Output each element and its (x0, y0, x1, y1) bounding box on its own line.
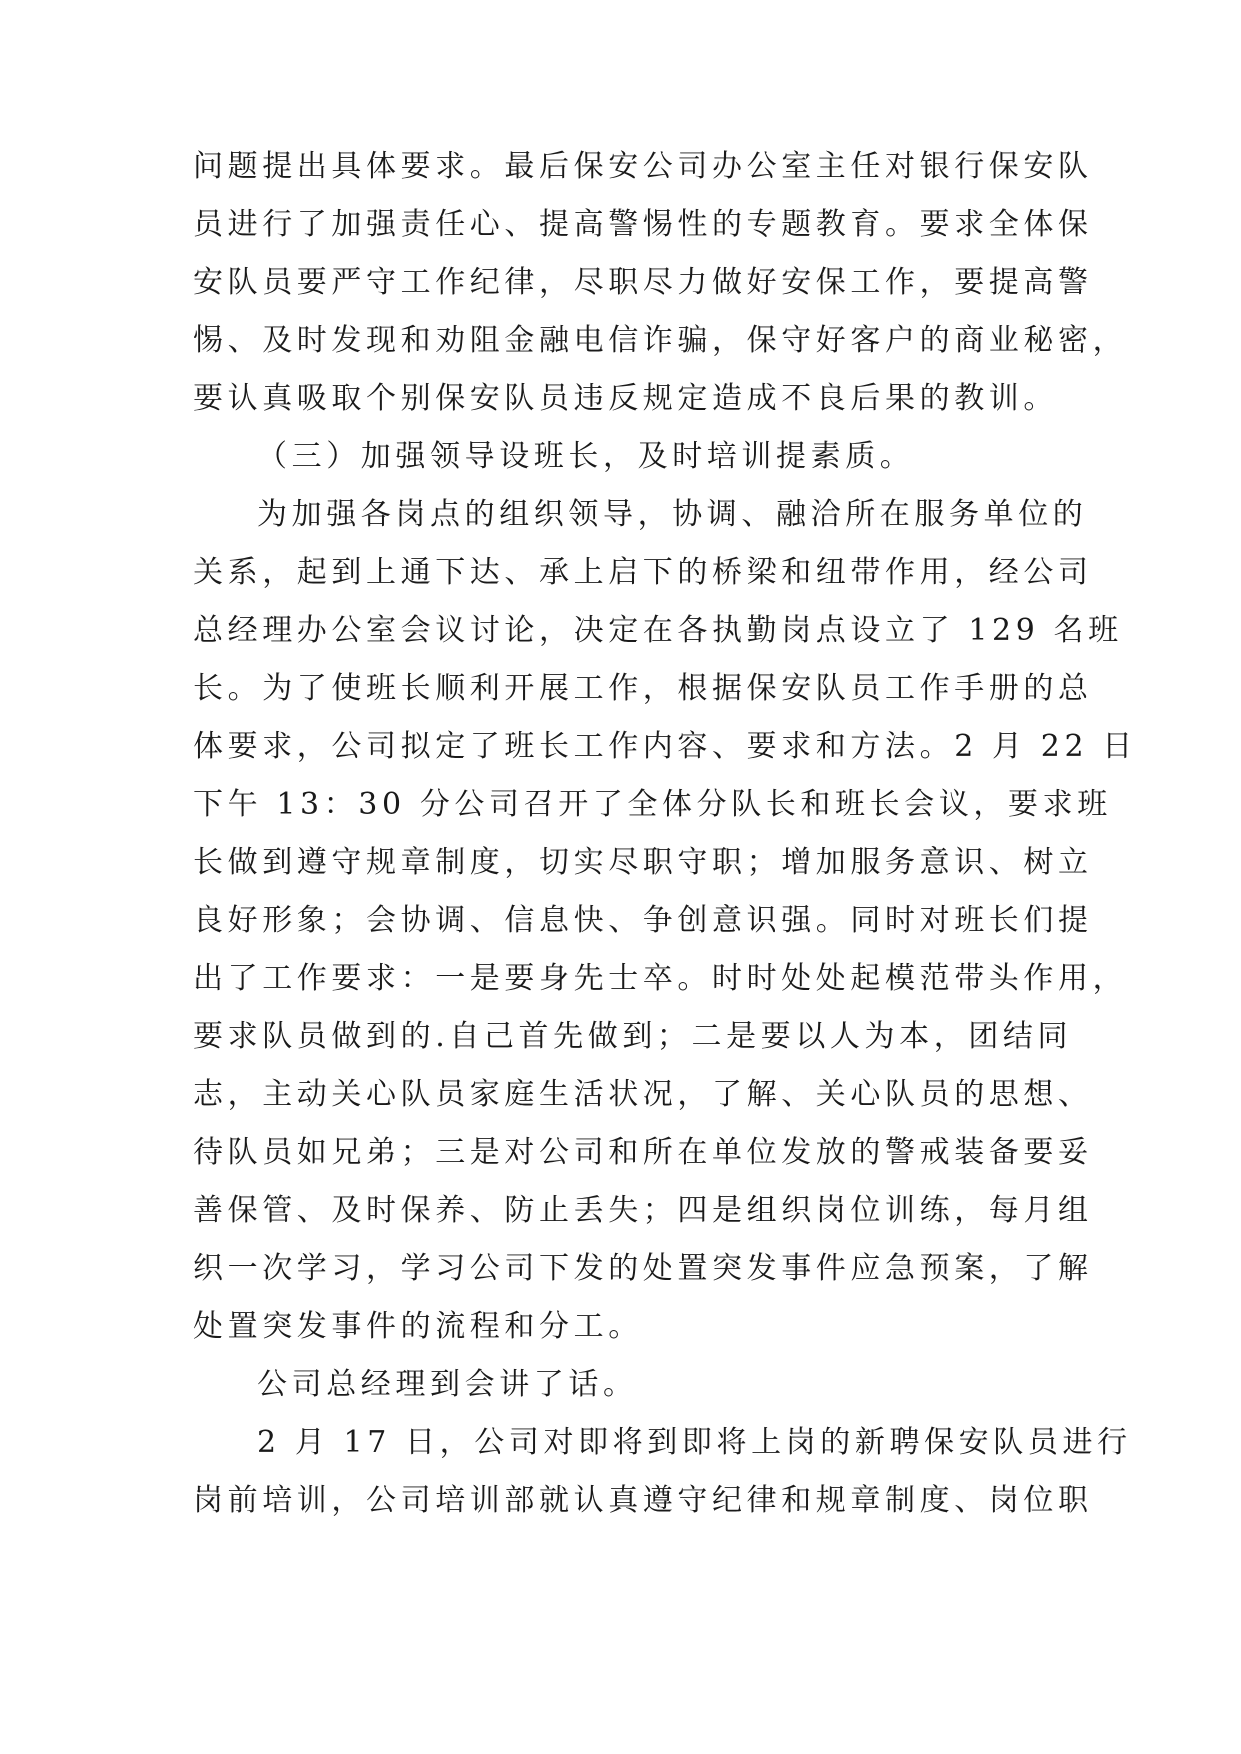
text-line: 惕、及时发现和劝阻金融电信诈骗，保守好客户的商业秘密， (193, 323, 1128, 358)
text-line: 出了工作要求：一是要身先士卒。时时处处起模范带头作用， (193, 961, 1128, 996)
text-line: 岗前培训，公司培训部就认真遵守纪律和规章制度、岗位职 (193, 1483, 1093, 1518)
text-line: 善保管、及时保养、防止丢失；四是组织岗位训练，每月组 (193, 1193, 1093, 1228)
text-line: 织一次学习，学习公司下发的处置突发事件应急预案，了解 (193, 1251, 1093, 1286)
text-line: 关系，起到上通下达、承上启下的桥梁和纽带作用，经公司 (193, 555, 1093, 590)
text-line: 长。为了使班长顺利开展工作，根据保安队员工作手册的总 (193, 671, 1093, 706)
text-line: 要求队员做到的.自己首先做到；二是要以人为本，团结同 (193, 1019, 1073, 1054)
text-line: 安队员要严守工作纪律，尽职尽力做好安保工作，要提高警 (193, 265, 1093, 300)
text-line: 为加强各岗点的组织领导，协调、融洽所在服务单位的 (257, 497, 1088, 532)
text-line: 待队员如兄弟；三是对公司和所在单位发放的警戒装备要妥 (193, 1135, 1093, 1170)
text-line: 要认真吸取个别保安队员违反规定造成不良后果的教训。 (193, 381, 1058, 416)
text-line: 处置突发事件的流程和分工。 (193, 1309, 643, 1344)
text-line: 2 月 17 日，公司对即将到即将上岗的新聘保安队员进行 (257, 1425, 1132, 1460)
text-line: 总经理办公室会议讨论，决定在各执勤岗点设立了 129 名班 (193, 613, 1123, 648)
text-line: 良好形象；会协调、信息快、争创意识强。同时对班长们提 (193, 903, 1093, 938)
text-line: 公司总经理到会讲了话。 (257, 1367, 638, 1402)
text-line: 志，主动关心队员家庭生活状况，了解、关心队员的思想、 (193, 1077, 1093, 1112)
text-line: 体要求，公司拟定了班长工作内容、要求和方法。2 月 22 日 (193, 729, 1137, 764)
text-line: 下午 13：30 分公司召开了全体分队长和班长会议，要求班 (193, 787, 1112, 822)
section-heading: （三）加强领导设班长，及时培训提素质。 (257, 439, 915, 474)
text-line: 员进行了加强责任心、提高警惕性的专题教育。要求全体保 (193, 207, 1093, 242)
text-line: 问题提出具体要求。最后保安公司办公室主任对银行保安队 (193, 149, 1093, 184)
text-line: 长做到遵守规章制度，切实尽职守职；增加服务意识、树立 (193, 845, 1093, 880)
